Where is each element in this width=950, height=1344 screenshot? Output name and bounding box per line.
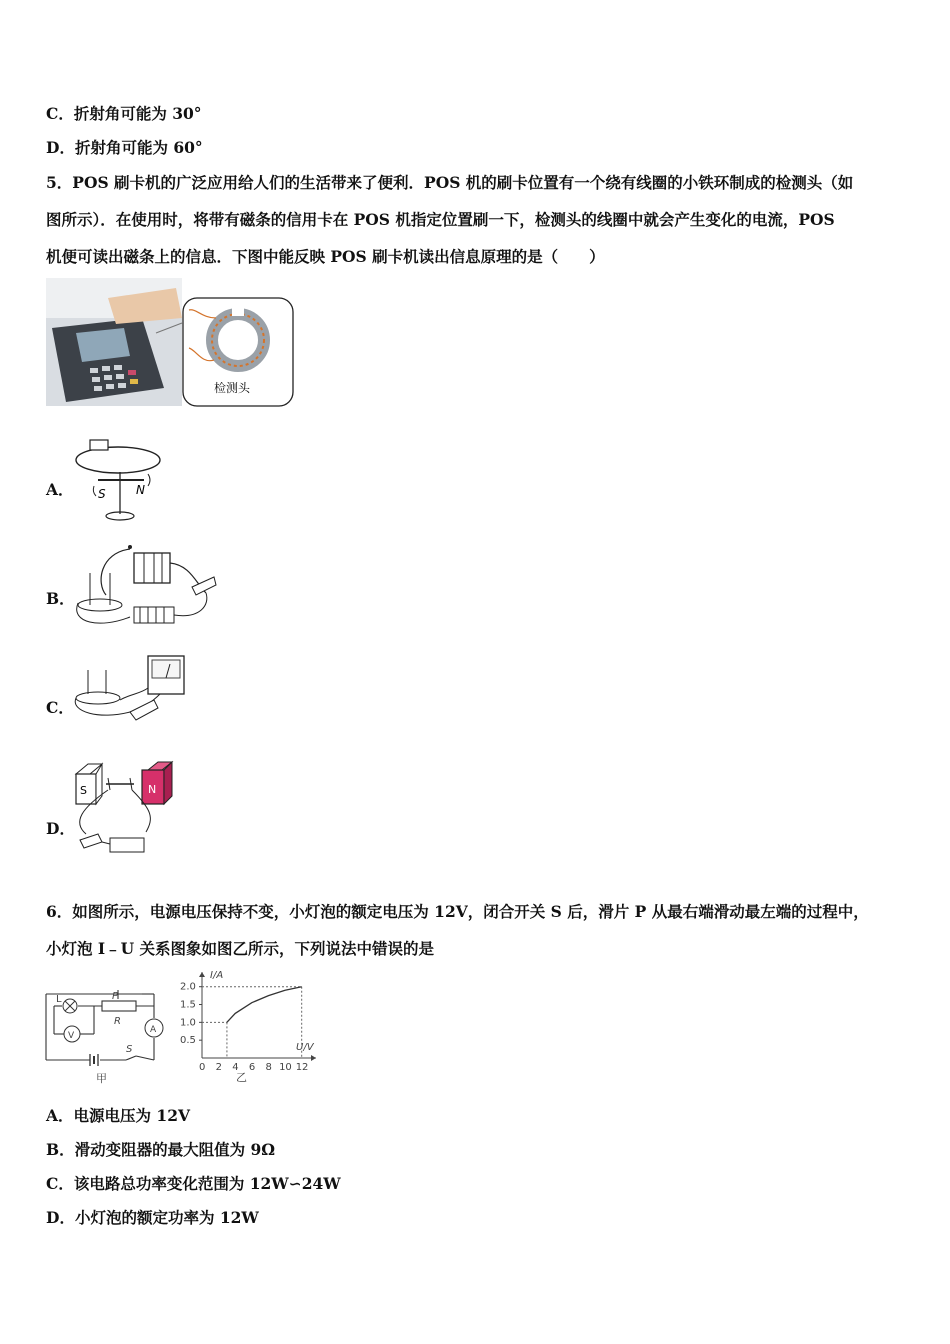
circuit-caption: 甲 bbox=[96, 1072, 107, 1085]
x-tick-label: 0 bbox=[199, 1062, 206, 1073]
q6-option-a: A．电源电压为 12V bbox=[46, 1106, 191, 1125]
option-c-figure bbox=[70, 654, 190, 724]
option-d-figure bbox=[72, 760, 182, 860]
q6-option-d: D．小灯泡的额定功率为 12W bbox=[46, 1208, 259, 1227]
q5-text-line3: 机便可读出磁条上的信息．下图中能反映 POS 刷卡机读出信息原理的是（ ） bbox=[46, 247, 605, 266]
lamp-label: L bbox=[56, 994, 62, 1005]
x-tick-label: 2 bbox=[215, 1062, 222, 1073]
y-tick-label: 1.5 bbox=[180, 999, 196, 1011]
y-tick-label: 0.5 bbox=[180, 1035, 196, 1047]
q6-option-b: B．滑动变阻器的最大阻值为 9Ω bbox=[46, 1140, 276, 1159]
magnet-n-label: N bbox=[148, 783, 157, 796]
q5-text-line1: 5．POS 刷卡机的广泛应用给人们的生活带来了便利．POS 机的刷卡位置有一个绕有线圈的小铁环制成的检测头（如 bbox=[46, 173, 854, 192]
x-tick-label: 10 bbox=[279, 1062, 292, 1073]
detector-caption: 检测头 bbox=[214, 381, 251, 395]
q5-option-a-label: A． bbox=[46, 480, 74, 499]
x-tick-label: 8 bbox=[265, 1062, 272, 1073]
voltmeter-label: V bbox=[68, 1031, 75, 1041]
q6-option-c: C．该电路总功率变化范围为 12W∽24W bbox=[46, 1174, 341, 1193]
y-tick-label: 1.0 bbox=[180, 1017, 196, 1029]
q5-option-d-label: D． bbox=[46, 819, 75, 838]
q5-text-line2: 图所示）．在使用时，将带有磁条的信用卡在 POS 机指定位置刷一下，检测头的线圈中就会产生变化的电流，POS bbox=[46, 210, 835, 229]
x-tick-label: 12 bbox=[295, 1062, 309, 1073]
q6-text-line1: 6．如图所示，电源电压保持不变，小灯泡的额定电压为 12V，闭合开关 S 后，滑片 P 从最右端滑动最左端的过程中， bbox=[46, 902, 869, 921]
x-axis-arrow bbox=[311, 1055, 316, 1061]
x-tick-label: 4 bbox=[232, 1062, 239, 1073]
option-a-figure bbox=[70, 436, 165, 524]
switch-s-label: S bbox=[126, 1044, 133, 1055]
q4-option-c: C．折射角可能为 30° bbox=[46, 104, 202, 123]
q5-option-b-label: B． bbox=[46, 589, 75, 608]
circuit-diagram-jia bbox=[42, 984, 167, 1086]
x-axis-label: U/V bbox=[296, 1042, 314, 1053]
option-b-figure bbox=[70, 543, 220, 635]
q5-option-c-label: C． bbox=[46, 698, 74, 717]
ammeter-label: A bbox=[150, 1025, 157, 1035]
y-axis-label: I/A bbox=[210, 970, 224, 981]
needle-n-label: N bbox=[136, 483, 145, 497]
chart-caption: 乙 bbox=[236, 1071, 247, 1084]
iu-graph-yi bbox=[176, 966, 326, 1088]
y-axis-arrow bbox=[199, 972, 205, 977]
pos-machine-figure bbox=[46, 278, 296, 408]
x-tick-label: 6 bbox=[248, 1062, 256, 1073]
magnet-s-label: S bbox=[80, 784, 87, 797]
resistor-r-label: R bbox=[114, 1016, 121, 1027]
needle-s-label: S bbox=[98, 487, 106, 501]
q6-text-line2: 小灯泡 I﹣U 关系图象如图乙所示，下列说法中错误的是 bbox=[46, 939, 435, 958]
iu-curve bbox=[227, 987, 302, 1023]
q4-option-d: D．折射角可能为 60° bbox=[46, 138, 203, 157]
slider-p-label: P bbox=[112, 991, 119, 1002]
y-tick-label: 2.0 bbox=[180, 981, 196, 993]
